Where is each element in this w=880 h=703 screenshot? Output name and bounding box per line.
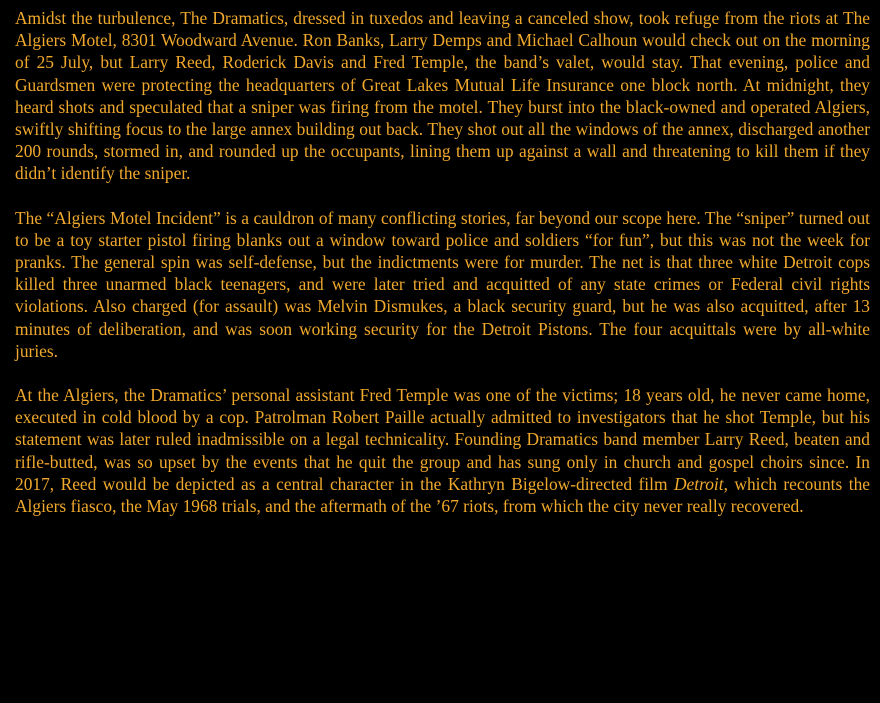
paragraph-text-part-1: At the Algiers, the Dramatics’ personal assistant Fred Temple was one of the victims; 18 years old, he never came home, executed in cold blood by a cop. Patrolman Robert Paille actually admitted to investigators that he shot Temple, but his statement was later ruled inadmissible on a legal technicality. Founding Dramatics band member Larry Reed, beaten and rifle-butted, was so upset by the events that he quit the group and has sung only in church and gospel choirs since. In 2017, Reed would be depicted as a central character in the Kathryn Bigelow-directed film [15, 385, 870, 494]
film-title: Detroit [673, 473, 724, 494]
paragraph-algiers-incident: The “Algiers Motel Incident” is a cauldron of many conflicting stories, far beyond our scope here. The “sniper” turned out to be a toy starter pistol firing blanks out a window toward police and soldiers “for fun”, but this was not the week for pranks. The general spin was self-defense, but the indictments were for murder. The net is that three white Detroit cops killed three unarmed black teenagers, and were later tried and acquitted of any state crimes or Federal civil rights violations. Also charged (for assault) was Melvin Dismukes, a black security guard, but he was also acquitted, after 13 minutes of deliberation, and was soon working security for the Detroit Pistons. The four acquittals were by all-white juries. [15, 207, 870, 361]
paragraph-fred-temple [15, 384, 870, 517]
paragraph-text-part-2: , which recounts the Algiers fiasco, the May 1968 trials, and the aftermath of the ’67 riots, from which the city never really recovered. [15, 473, 870, 517]
paragraph-algiers-refuge: Amidst the turbulence, The Dramatics, dressed in tuxedos and leaving a canceled show, took refuge from the riots at The Algiers Motel, 8301 Woodward Avenue. Ron Banks, Larry Demps and Michael Calhoun would check out on the morning of 25 July, but Larry Reed, Roderick Davis and Fred Temple, the band’s valet, would stay. That evening, police and Guardsmen were protecting the headquarters of Great Lakes Mutual Life Insurance one block north. At midnight, they heard shots and speculated that a sniper was firing from the motel. They burst into the black-owned and operated Algiers, swiftly shifting focus to the large annex building out back. They shot out all the windows of the annex, discharged another 200 rounds, stormed in, and rounded up the occupants, lining them up against a wall and threatening to kill them if they didn’t identify the sniper. [15, 8, 870, 184]
